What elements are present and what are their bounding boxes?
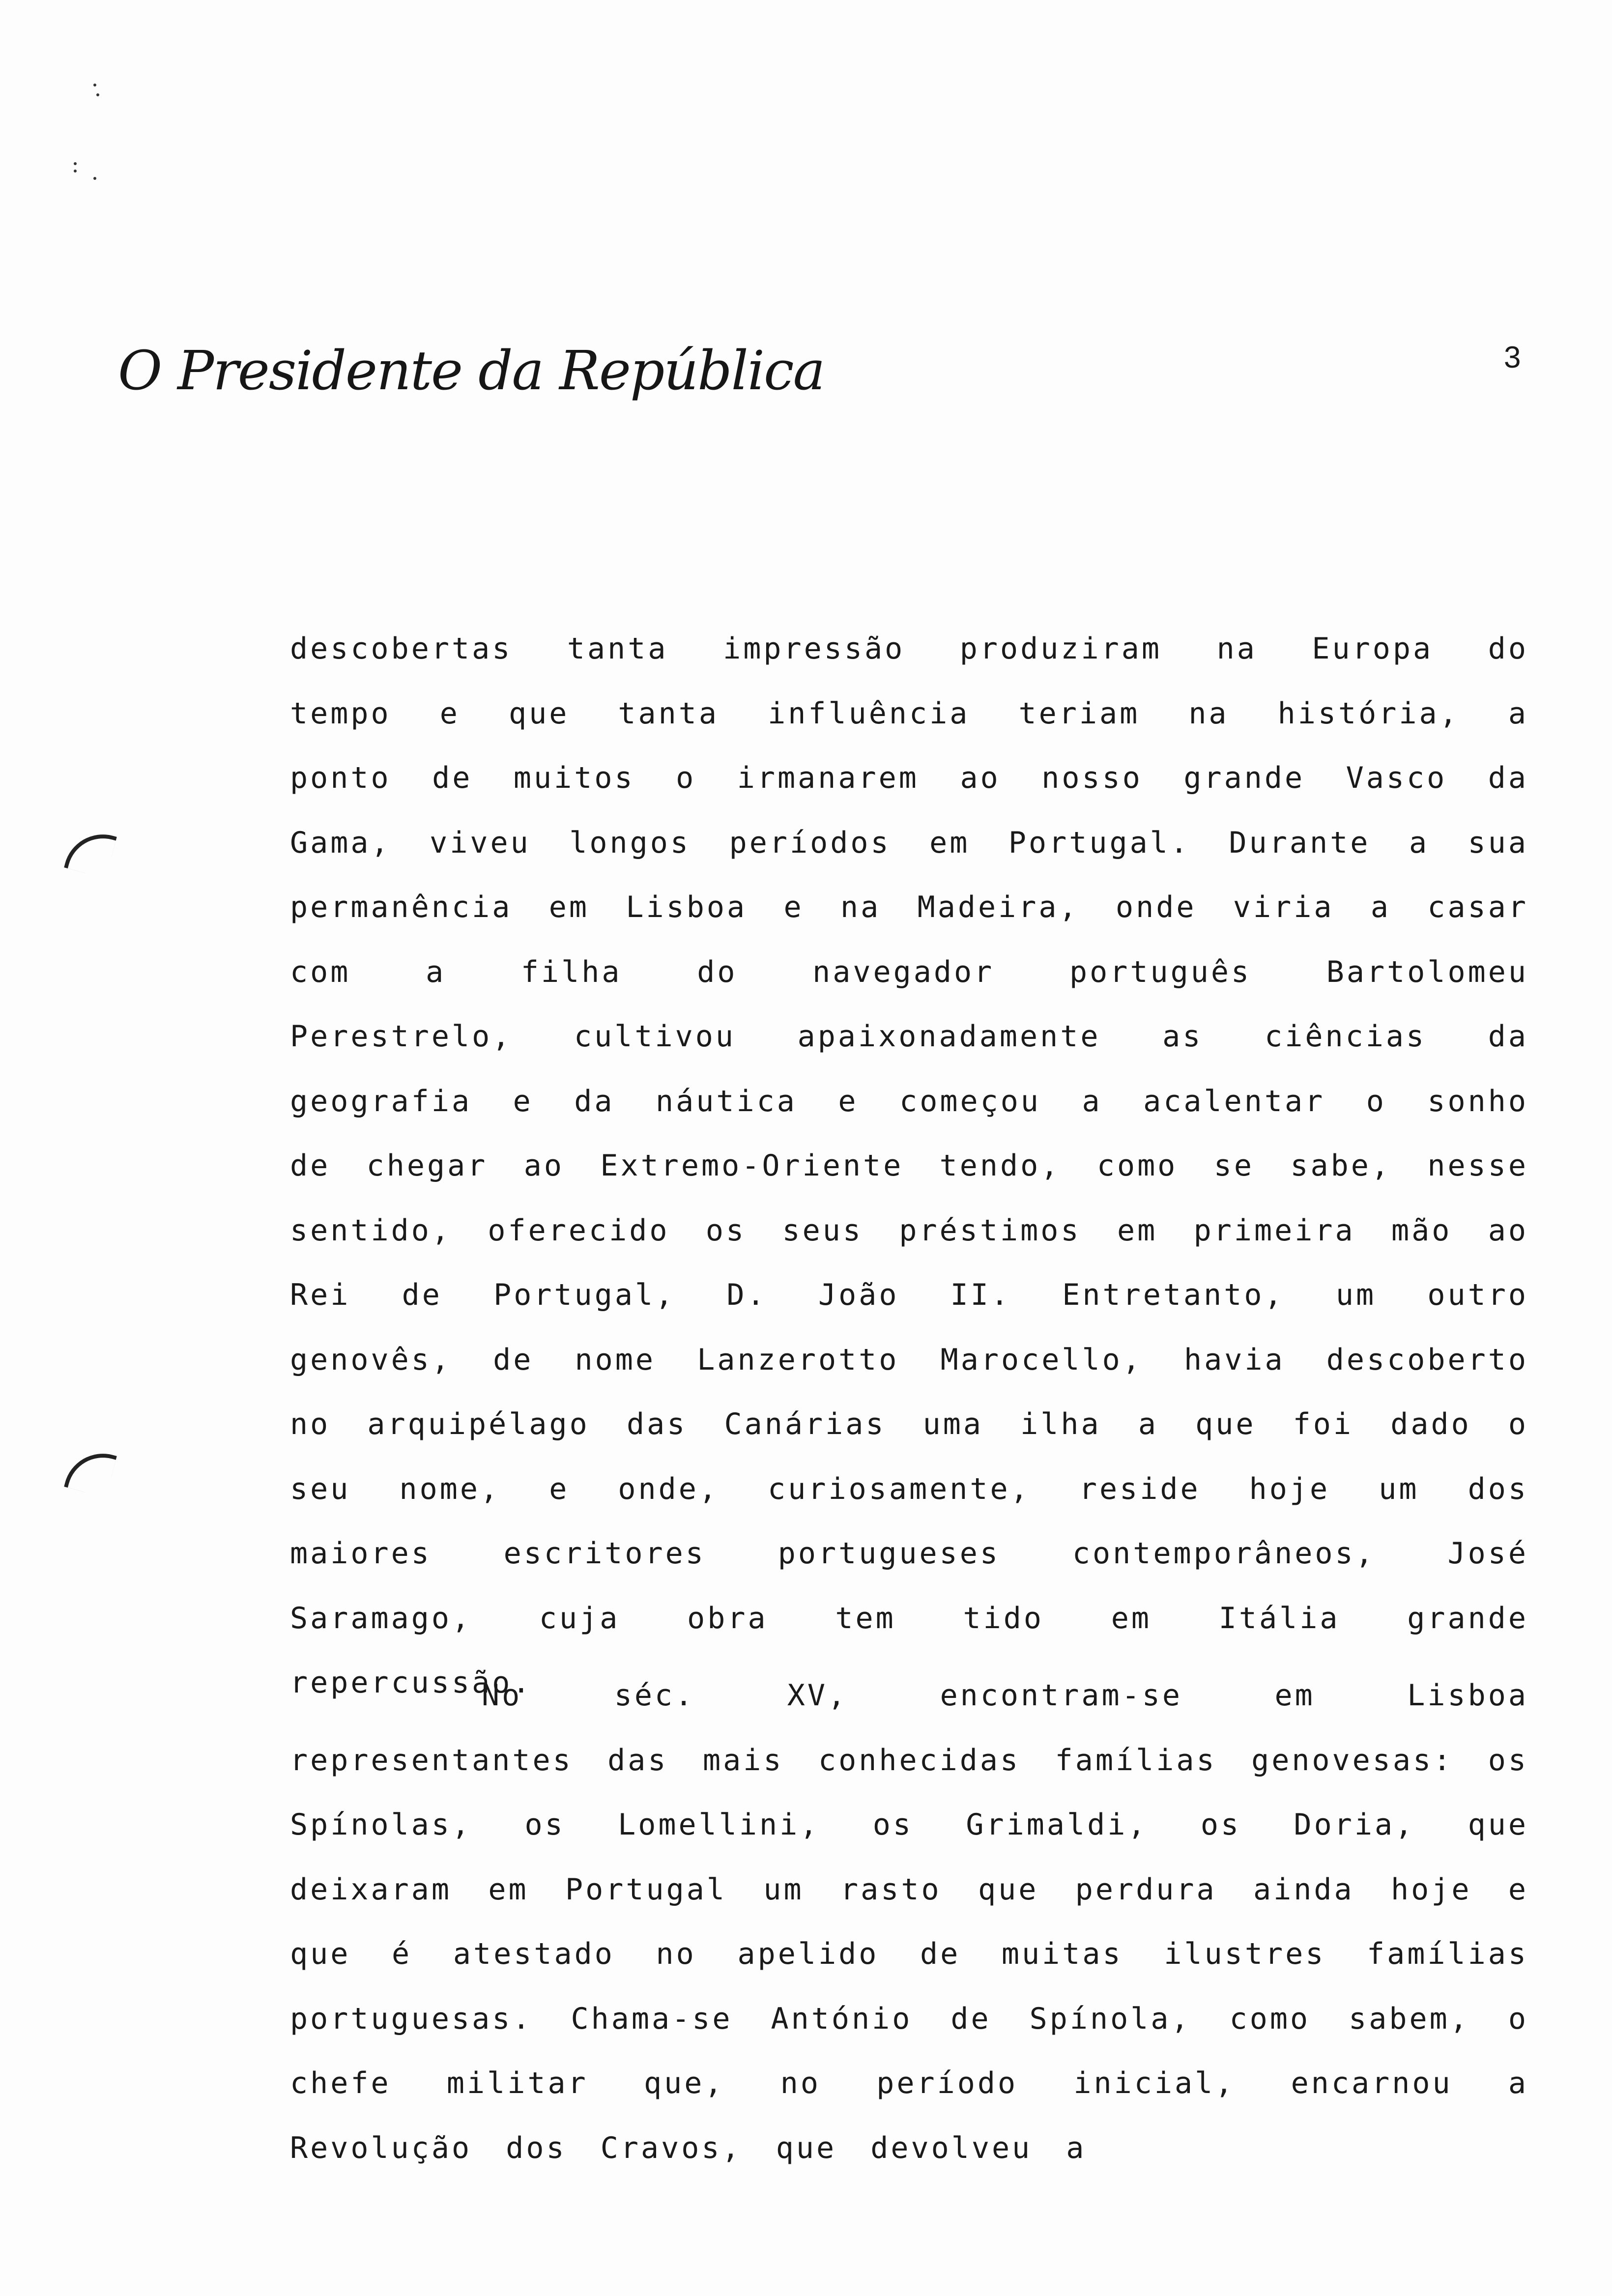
binder-hole-mark [64, 1445, 117, 1498]
scan-speck [74, 170, 77, 172]
page-number: 3 [1504, 341, 1521, 374]
scan-speck [93, 84, 96, 86]
letterhead-title: O Presidente da República [118, 339, 825, 402]
scan-speck [96, 93, 99, 96]
body-paragraph: No séc. XV, encontram-se em Lisboa representantes das mais conhecidas famílias genovesas: os Spínolas, os Lomellini, os Grimaldi, os Doria, que deixaram em Portugal um rasto que perdura ainda hoje e que é atestado no apelido de muitas ilustres famílias portuguesas. Chama-se António de Spínola, como sabem, o chefe militar que, no período inicial, encarnou a Revolução dos Cravos, que devolveu a [290, 1678, 1528, 2165]
scan-speck [74, 162, 77, 165]
scan-speck [93, 177, 96, 180]
binder-hole-mark [64, 826, 117, 879]
body-paragraph: descobertas tanta impressão produziram na Europa do tempo e que tanta influência teriam na história, a ponto de muitos o irmanarem ao nosso grande Vasco da Gama, viveu longos períodos em Portugal. Durante a sua permanência em Lisboa e na Madeira, onde viria a casar com a filha do navegador português Bartolomeu Perestrelo, cultivou apaixonadamente as ciências da geografia e da náutica e começou a acalentar o sonho de chegar ao Extremo-Oriente tendo, como se sabe, nesse sentido, oferecido os seus préstimos em primeira mão ao Rei de Portugal, D. João II. Entretanto, um outro genovês, de nome Lanzerotto Marocello, havia descoberto no arquipélago das Canárias uma ilha a que foi dado o seu nome, e onde, curiosamente, reside hoje um dos maiores escritores portugueses contemporâneos, José Saramago, cuja obra tem tido em Itália grande repercussão. [290, 631, 1528, 1700]
